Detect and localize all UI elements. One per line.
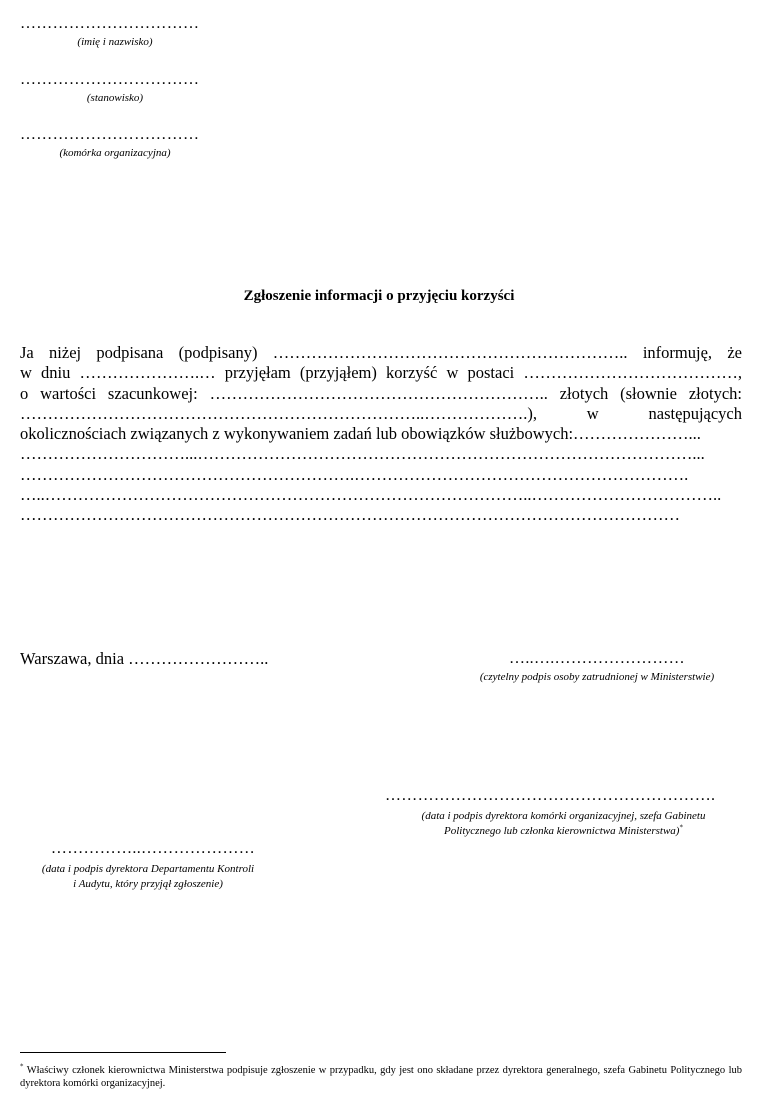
director-caption-line1: (data i podpis dyrektora komórki organizacyjnej, szefa Gabinetu <box>421 810 706 822</box>
control-signature-dots: ……………..………………… <box>50 840 256 857</box>
place-date: Warszawa, dnia …………………….. <box>20 649 269 668</box>
control-caption-line1: (data i podpis dyrektora Departamentu Kontroli <box>41 863 255 875</box>
director-caption-line2: Politycznego lub członka kierownictwa Ministerstwa) <box>444 825 680 837</box>
control-caption-line2: i Audytu, który przyjął zgłoszenie) <box>73 878 223 890</box>
control-signature-caption <box>20 862 276 892</box>
footnote <box>20 1064 742 1090</box>
employee-signature-caption: (czytelny podpis osoby zatrudnionej w Ministerstwie) <box>479 671 715 683</box>
employee-signature <box>452 650 742 683</box>
body-line: Ja niżej podpisana (podpisany) ……………………………………………………….. informuję, że <box>20 343 742 362</box>
footnote-reference: * <box>679 823 683 832</box>
body-line: w dniu ………………….… przyjęłam (przyjąłem) korzyść w postaci …………………………………, <box>20 363 742 383</box>
control-signature <box>20 840 276 892</box>
position-dots: …………………………… <box>20 71 200 88</box>
body-line: ………………………………………………………………………………………………………… <box>20 505 680 525</box>
body-line: o wartości szacunkowej: …………………………………………………….. złotych (słownie złotych: <box>20 383 742 403</box>
position-caption: (stanowisko) <box>86 92 144 104</box>
body-line: …..……………………………………………………………………………..…………………………….. <box>20 485 722 505</box>
name-caption: (imię i nazwisko) <box>77 36 153 48</box>
director-signature-dots: ……………………………………………………. <box>385 787 716 804</box>
unit-caption: (komórka organizacyjna) <box>59 147 171 159</box>
body-line: …………………………...………………………………………………………………………………... <box>20 444 705 464</box>
body-line: okolicznościach związanych z wykonywaniem zadań lub obowiązków służbowych:…………………... <box>20 424 701 444</box>
footnote-divider <box>20 1052 226 1053</box>
position-field <box>20 71 210 104</box>
director-signature <box>385 787 742 839</box>
body-line: ………………………………………………………………..……………….), w następujących <box>20 403 742 423</box>
unit-dots: …………………………… <box>20 126 200 143</box>
document-title: Zgłoszenie informacji o przyjęciu korzyści <box>243 288 515 304</box>
unit-field <box>20 126 210 159</box>
footnote-mark: * <box>20 1062 24 1071</box>
body-line: …………………………………………………….……………………………………………………. <box>20 464 689 484</box>
name-dots: …………………………… <box>20 15 200 32</box>
employee-signature-dots: …..….…………………… <box>509 650 685 667</box>
director-signature-caption <box>385 809 742 839</box>
declaration-body <box>20 343 742 526</box>
name-field <box>20 15 210 48</box>
footnote-text: Właściwy członek kierownictwa Ministerstwa podpisuje zgłoszenie w przypadku, gdy jest ono składane przez dyrektora generalnego, szefa Gabinetu Politycznego lub dyrektora komórki organizacyjnej. <box>20 1065 742 1089</box>
